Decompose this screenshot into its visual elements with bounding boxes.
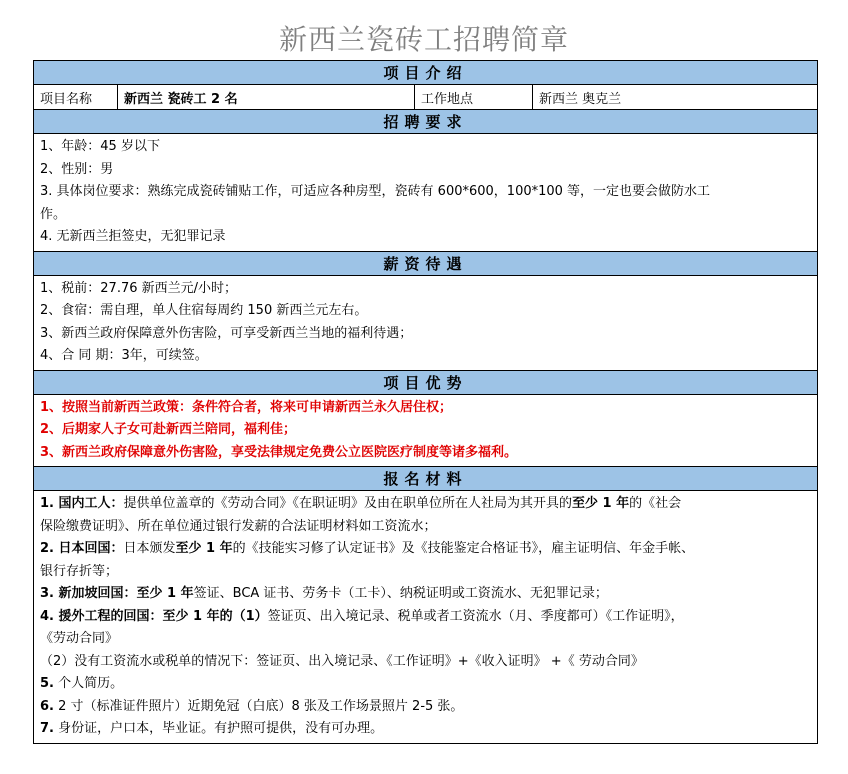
material-item-4-line2: 《劳动合同》 [40,631,119,646]
requirement-line: 3. 具体岗位要求：熟练完成瓷砖铺贴工作，可适应各种房型，瓷砖有 600*600，100*100 等，一定也要会做防水工 [40,184,711,199]
requirements-body [34,134,818,252]
salary-line: 1、税前：27.76 新西兰元/小时； [40,280,237,296]
requirement-line: 作。 [40,206,67,222]
material-item-1-text-b: 的《社会 [629,496,682,511]
advantage-line: 3、新西兰政府保障意外伤害险，享受法律规定免费公立医院医疗制度等诸多福利。 [40,444,518,460]
advantage-line: 2、后期家人子女可赴新西兰陪同，福利佳； [40,422,297,437]
material-item-7-prefix: 7. [40,721,54,736]
requirement-line: 2、性别：男 [40,161,114,177]
section-header-requirements: 招聘要求 [34,110,818,134]
material-item-3-text-b: 签证、BCA 证书、劳务卡（工卡）、纳税证明或工资流水、无犯罪记录； [193,586,608,601]
material-item-2-bold: 至少 1 年 [175,541,233,556]
project-name-value: 新西兰 瓷砖工 2 名 [118,85,415,109]
material-item-3 [40,583,811,606]
material-item-4b: （2）没有工资流水或税单的情况下：签证页、出入境记录、《工作证明》+《收入证明》 +《 劳动合同》 [40,653,644,669]
material-item-2-text: 日本颁发 [123,541,176,556]
section-header-materials: 报名材料 [34,467,818,491]
salary-line: 2、食宿：需自理，单人住宿每周约 150 新西兰元左右。 [40,303,368,318]
material-item-4-text-b: 签证页、出入境记录、税单或者工资流水（月、季度都可）《工作证明》， [267,608,684,624]
material-item-1 [40,493,811,516]
advantage-line: 1、按照当前新西兰政策：条件符合者，将来可申请新西兰永久居住权； [40,399,453,415]
material-item-2-prefix: 2. 日本回国： [40,541,124,556]
material-item-3-prefix: 3. 新加坡回国： [40,586,137,601]
material-item-1-prefix: 1. 国内工人： [40,496,124,511]
section-header-intro: 项目介绍 [34,61,818,85]
material-item-6-prefix: 6. [40,698,54,714]
requirement-line: 4. 无新西兰拒签史，无犯罪记录 [40,229,226,244]
material-item-4-bold: 至少 1 年的（1） [162,608,268,624]
material-item-2-line2: 银行存折等； [40,563,119,579]
salary-line: 3、新西兰政府保障意外伤害险，可享受新西兰当地的福利待遇； [40,325,413,341]
material-item-4 [40,606,811,629]
material-item-1-line2: 保险缴费证明》、所在单位通过银行发薪的合法证明材料如工资流水； [40,518,437,534]
page-title: 新西兰瓷砖工招聘简章 [278,23,569,56]
materials-body [34,491,818,744]
work-location-value: 新西兰 奥克兰 [539,91,622,107]
section-header-advantages: 项目优势 [34,371,818,395]
salary-line: 4、合 同 期：3年，可续签。 [40,348,208,363]
material-item-6-text: 2 寸（标准证件照片）近期免冠（白底）8 张及工作场景照片 2-5 张。 [53,698,464,714]
section-header-salary: 薪资待遇 [34,252,818,276]
material-item-5 [40,673,811,696]
work-location-label: 工作地点 [415,85,533,109]
material-item-6 [40,696,811,719]
material-item-3-bold: 至少 1 年 [136,586,194,601]
material-item-4-prefix: 4. 援外工程的回国： [40,608,163,624]
material-item-5-text: 个人简历。 [53,676,124,691]
material-item-1-text: 提供单位盖章的《劳动合同》《在职证明》及由在职单位所在人社局为其开具的 [123,496,573,511]
salary-body [34,276,818,371]
intro-info-row [34,85,818,110]
requirement-line: 1、年龄：45 岁以下 [40,139,160,154]
recruitment-table [33,60,818,744]
material-item-7 [40,718,811,741]
project-name-label: 项目名称 [34,85,118,109]
material-item-7-text: 身份证，户口本，毕业证。有护照可提供，没有可办理。 [53,721,384,736]
material-item-1-bold: 至少 1 年 [572,496,630,511]
advantages-body [34,395,818,468]
material-item-2-text-b: 的《技能实习修了认定证书》及《技能鉴定合格证书》，雇主证明信、年金手帐、 [232,541,695,556]
material-item-2 [40,538,811,561]
material-item-5-prefix: 5. [40,676,54,691]
